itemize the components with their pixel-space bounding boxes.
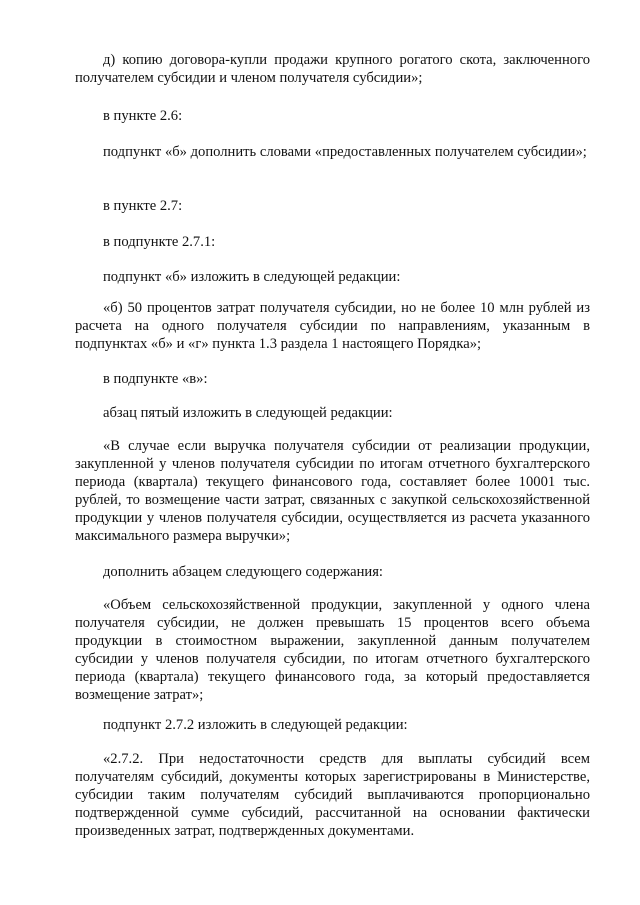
paragraph-quote-b-50-percent: «б) 50 процентов затрат получателя субсидии, но не более 10 млн рублей из расчета на одного получателя субсидии по направлениям, указанным в подпунктах «б» и «г» пункта 1.3 раздела 1 настоящего Порядка»; <box>75 300 590 352</box>
paragraph-subitem-b-edit: подпункт «б» изложить в следующей редакции: <box>103 269 401 285</box>
paragraph-subitem-d: д) копию договора-купли продажи крупного рогатого скота, заключенного получателем субсидии и членом получателя субсидии»; <box>75 52 590 86</box>
paragraph-subitem-2-7-2-edit: подпункт 2.7.2 изложить в следующей редакции: <box>103 717 408 733</box>
paragraph-item-2-6: в пункте 2.6: <box>103 108 183 124</box>
paragraph-item-2-7: в пункте 2.7: <box>103 198 183 214</box>
paragraph-quote-revenue-case: «В случае если выручка получателя субсидии от реализации продукции, закупленной у членов получателя субсидии по итогам отчетного бухгалтерского периода (квартала) текущего финансового года, составляет более 10001 тыс. рублей, то возмещение части затрат, связанных с закупкой сельскохозяйственной продукции у членов получателя субсидии, осуществляется из расчета указанного максимального размера выручки»; <box>75 438 590 544</box>
paragraph-subitem-b-supplement: подпункт «б» дополнить словами «предоставленных получателем субсидии»; <box>103 144 587 160</box>
paragraph-fifth-abzac-edit: абзац пятый изложить в следующей редакции: <box>103 405 393 421</box>
paragraph-quote-2-7-2: «2.7.2. При недостаточности средств для выплаты субсидий всем получателям субсидий, документы которых зарегистрированы в Министерстве, субсидии таким получателям субсидий выплачиваются пропорционально подтвержденной сумме субсидий, рассчитанной на основании фактически произведенных затрат, подтвержденных документами. <box>75 751 590 839</box>
paragraph-subitem-v: в подпункте «в»: <box>103 371 208 387</box>
paragraph-subitem-2-7-1: в подпункте 2.7.1: <box>103 234 216 250</box>
paragraph-add-abzac: дополнить абзацем следующего содержания: <box>103 564 383 580</box>
paragraph-quote-product-volume: «Объем сельскохозяйственной продукции, закупленной у одного члена получателя субсидии, не должен превышать 15 процентов всего объема продукции в стоимостном выражении, закупленной данным получателем субсидии у членов получателя субсидии, по итогам отчетного бухгалтерского периода (квартала) текущего финансового года, за который предоставляется возмещение затрат»; <box>75 597 590 703</box>
